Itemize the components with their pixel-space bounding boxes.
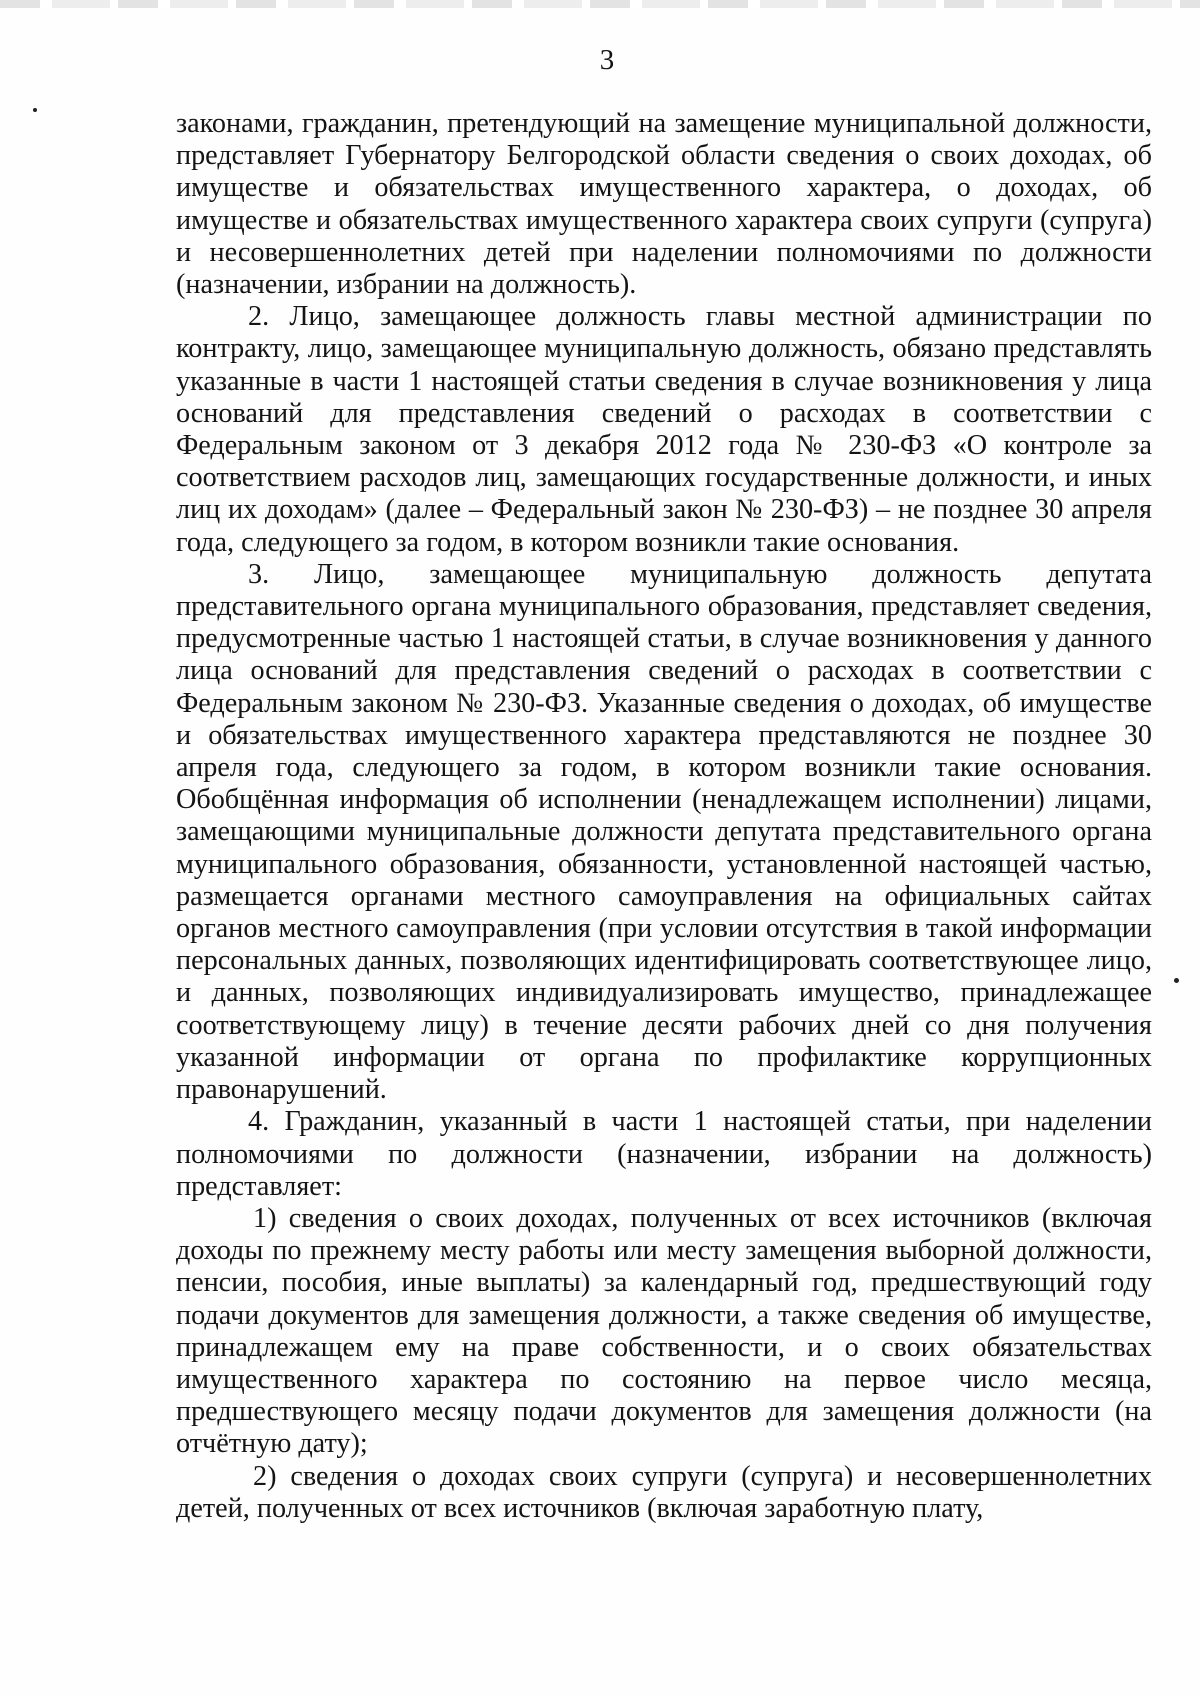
subparagraph-2: 2) сведения о доходах своих супруги (супруга) и несовершеннолетних детей, полученных от всех источников (включая заработную плату, — [176, 1460, 1152, 1524]
scan-top-edge — [0, 0, 1200, 8]
scan-speck — [33, 108, 37, 112]
scan-speck — [1174, 978, 1179, 983]
paragraph-continuation: законами, гражданин, претендующий на замещение муниципальной должности, представляет Губернатору Белгородской области сведения о своих доходах, об имуществе и обязательствах имущественного характера, о доходах, об имуществе и обязательствах имущественного характера своих супруги (супруга) и несовершеннолетних детей при наделении полномочиями по должности (назначении, избрании на должность). — [176, 108, 1152, 301]
document-body — [176, 108, 1152, 1525]
paragraph-item-3: 3. Лицо, замещающее муниципальную должность депутата представительного органа муниципального образования, представляет сведения, предусмотренные частью 1 настоящей статьи, в случае возникновения у данного лица оснований для представления сведений о расходах в соответствии с Федеральным законом № 230-ФЗ. Указанные сведения о доходах, об имуществе и обязательствах имущественного характера представляются не позднее 30 апреля года, следующего за годом, в котором возникли такие основания. Обобщённая информация об исполнении (ненадлежащем исполнении) лицами, замещающими муниципальные должности депутата представительного органа муниципального образования, обязанности, установленной настоящей частью, размещается органами местного самоуправления на официальных сайтах органов местного самоуправления (при условии отсутствия в такой информации персональных данных, позволяющих идентифицировать соответствующее лицо, и данных, позволяющих индивидуализировать имущество, принадлежащее соответствующему лицу) в течение десяти рабочих дней со дня получения указанной информации от органа по профилактике коррупционных правонарушений. — [176, 558, 1152, 1106]
page-number: 3 — [599, 44, 615, 76]
paragraph-item-4: 4. Гражданин, указанный в части 1 настоящей статьи, при наделении полномочиями по должности (назначении, избрании на должность) представляет: — [176, 1106, 1152, 1202]
subparagraph-1: 1) сведения о своих доходах, полученных от всех источников (включая доходы по прежнему месту работы или месту замещения выборной должности, пенсии, пособия, иные выплаты) за календарный год, предшествующий году подачи документов для замещения должности, а также сведения об имуществе, принадлежащем ему на праве собственности, и о своих обязательствах имущественного характера по состоянию на первое число месяца, предшествующего месяцу подачи документов для замещения должности (на отчётную дату); — [176, 1202, 1152, 1460]
paragraph-item-2: 2. Лицо, замещающее должность главы местной администрации по контракту, лицо, замещающее муниципальную должность, обязано представлять указанные в части 1 настоящей статьи сведения в случае возникновения у лица оснований для представления сведений о расходах в соответствии с Федеральным законом от 3 декабря 2012 года № 230-ФЗ «О контроле за соответствием расходов лиц, замещающих государственные должности, и иных лиц их доходам» (далее – Федеральный закон № 230-ФЗ) – не позднее 30 апреля года, следующего за годом, в котором возникли такие основания. — [176, 301, 1152, 558]
